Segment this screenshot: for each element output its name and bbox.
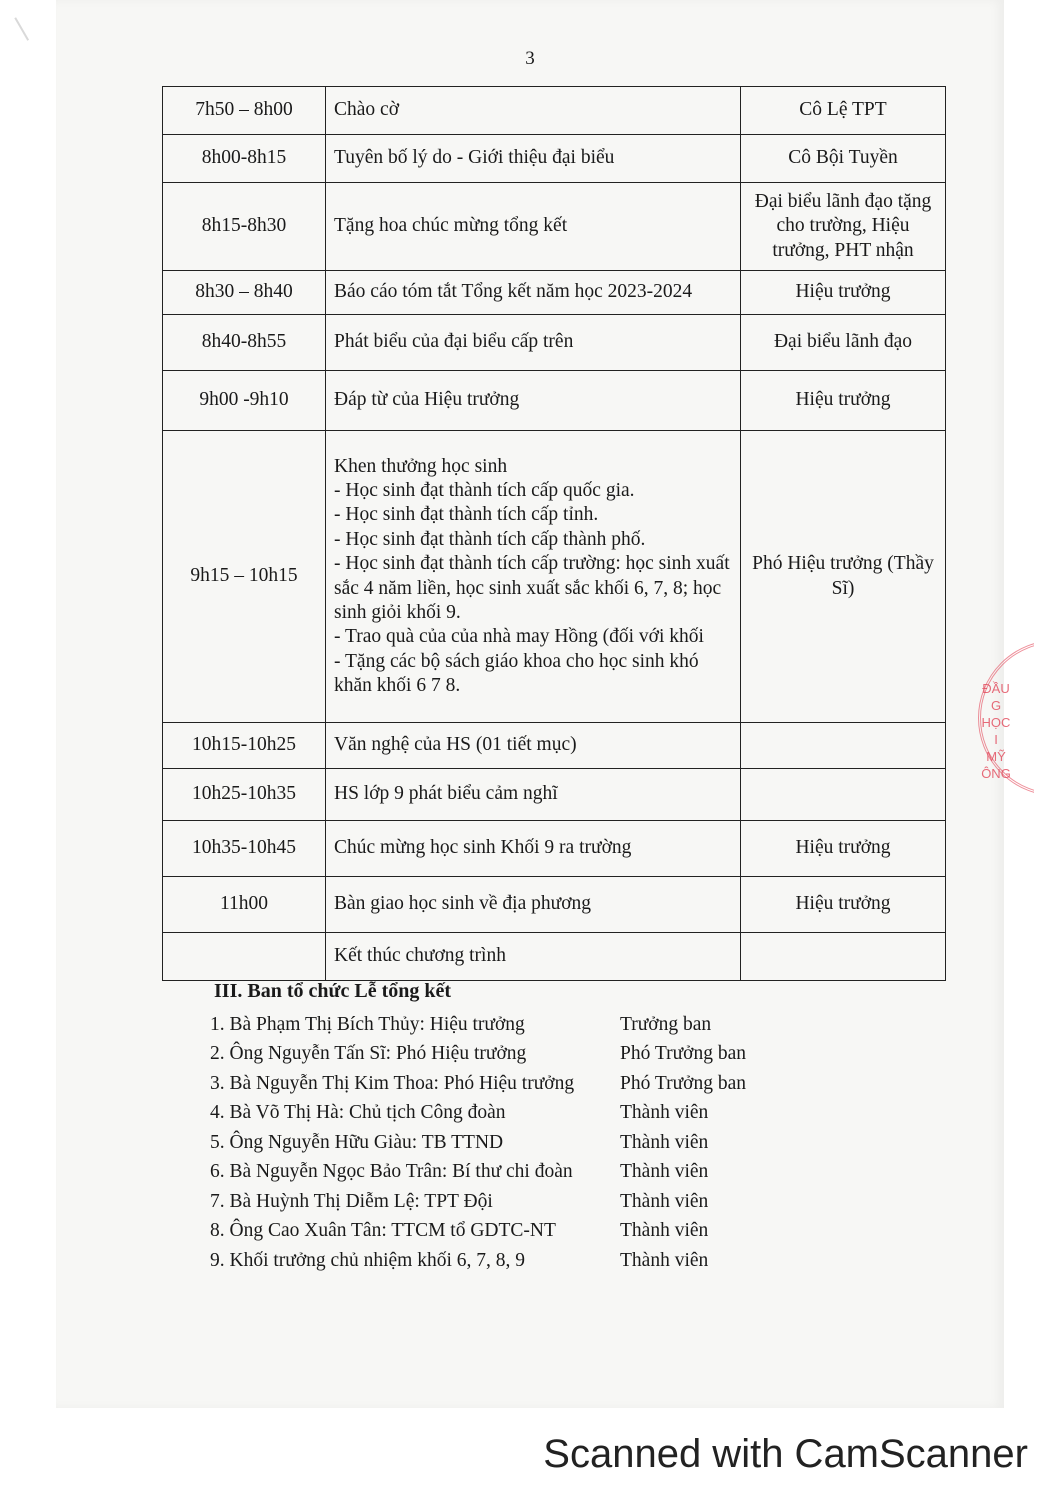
committee-member — [210, 1010, 830, 1040]
activity-cell — [326, 315, 741, 371]
activity-line: - Học sinh đạt thành tích cấp thành phố. — [334, 528, 646, 550]
schedule-row — [163, 723, 946, 769]
schedule-row — [163, 371, 946, 431]
school-seal-stamp — [978, 640, 1034, 810]
responsible-cell: Cô Bội Tuyền — [741, 135, 946, 183]
activity-cell — [326, 371, 741, 431]
member-name: 9. Khối trưởng chủ nhiệm khối 6, 7, 8, 9 — [210, 1249, 525, 1271]
activity-line: Phát biểu của đại biểu cấp trên — [334, 331, 574, 353]
activity-cell — [326, 183, 741, 271]
responsible-cell — [741, 723, 946, 769]
responsible-cell — [741, 769, 946, 821]
member-role: Thành viên — [620, 1102, 709, 1124]
time-cell: 8h40-8h55 — [163, 315, 326, 371]
activity-line: - Tặng các bộ sách giáo khoa cho học sinh khó khăn khối 6 7 8. — [334, 650, 699, 696]
activity-line: Báo cáo tóm tắt Tổng kết năm học 2023-2024 — [334, 281, 693, 303]
committee-list — [210, 1010, 830, 1276]
activity-line: - Trao quà của của nhà may Hồng (đối với khối — [334, 626, 704, 648]
member-role: Trưởng ban — [620, 1013, 712, 1035]
activity-line: Văn nghệ của HS (01 tiết mục) — [334, 734, 577, 756]
schedule-row — [163, 431, 946, 723]
member-name: 1. Bà Phạm Thị Bích Thủy: Hiệu trưởng — [210, 1013, 525, 1035]
committee-member — [210, 1246, 830, 1276]
activity-line: - Học sinh đạt thành tích cấp quốc gia. — [334, 480, 635, 501]
activity-line: Tuyên bố lý do - Giới thiệu đại biểu — [334, 147, 615, 169]
page-number: 3 — [525, 48, 535, 69]
responsible-cell: Đại biểu lãnh đạo — [741, 315, 946, 371]
responsible-cell — [741, 933, 946, 981]
member-role: Phó Trưởng ban — [620, 1043, 746, 1065]
time-cell: 9h00 -9h10 — [163, 371, 326, 431]
member-role: Thành viên — [620, 1131, 709, 1153]
stamp-lettering: ĐẦU G HỌC I MỸ ÔNG — [981, 681, 1011, 781]
schedule-row — [163, 877, 946, 933]
committee-title: III. Ban tổ chức Lễ tổng kết — [214, 980, 452, 1002]
responsible-cell: Hiệu trưởng — [741, 271, 946, 315]
time-cell: 10h15-10h25 — [163, 723, 326, 769]
member-name: 7. Bà Huỳnh Thị Diễm Lệ: TPT Đội — [210, 1190, 493, 1212]
activity-line: - Học sinh đạt thành tích cấp tỉnh. — [334, 504, 599, 526]
time-cell: 8h00-8h15 — [163, 135, 326, 183]
time-cell: 8h30 – 8h40 — [163, 271, 326, 315]
member-role: Thành viên — [620, 1249, 709, 1271]
activity-cell — [326, 431, 741, 723]
responsible-cell: Đại biểu lãnh đạo tặng cho trường, Hiệu trưởng, PHT nhận — [741, 183, 946, 271]
activity-cell — [326, 723, 741, 769]
schedule-table — [162, 86, 946, 981]
time-cell: 10h25-10h35 — [163, 769, 326, 821]
schedule-row — [163, 87, 946, 135]
time-cell — [163, 933, 326, 981]
responsible-cell: Hiệu trưởng — [741, 877, 946, 933]
member-name: 4. Bà Võ Thị Hà: Chủ tịch Công đoàn — [210, 1102, 506, 1124]
schedule-row — [163, 183, 946, 271]
member-name: 6. Bà Nguyễn Ngọc Bảo Trân: Bí thư chi đoàn — [210, 1161, 573, 1183]
member-name: 5. Ông Nguyễn Hữu Giàu: TB TTND — [210, 1131, 504, 1153]
committee-member — [210, 1040, 830, 1070]
camscanner-watermark: Scanned with CamScanner — [543, 1432, 1028, 1476]
schedule-row — [163, 271, 946, 315]
schedule-row — [163, 315, 946, 371]
activity-cell — [326, 271, 741, 315]
responsible-cell: Hiệu trưởng — [741, 821, 946, 877]
responsible-cell: Phó Hiệu trưởng (Thầy Sĩ) — [741, 431, 946, 723]
responsible-cell: Cô Lệ TPT — [741, 87, 946, 135]
member-name: 8. Ông Cao Xuân Tân: TTCM tổ GDTC-NT — [210, 1220, 556, 1242]
member-role: Thành viên — [620, 1161, 709, 1183]
schedule-row — [163, 769, 946, 821]
activity-cell — [326, 769, 741, 821]
activity-cell — [326, 87, 741, 135]
time-cell: 8h15-8h30 — [163, 183, 326, 271]
activity-line: Bàn giao học sinh về địa phương — [334, 893, 592, 915]
activity-line: - Học sinh đạt thành tích cấp trường: học sinh xuất sắc 4 năm liền, học sinh xuất sắc khối 6, 7, 8; học sinh giỏi khối 9. — [334, 553, 730, 623]
activity-line: HS lớp 9 phát biểu cảm nghĩ — [334, 783, 558, 805]
activity-cell — [326, 135, 741, 183]
committee-member — [210, 1187, 830, 1217]
member-name: 2. Ông Nguyễn Tấn Sĩ: Phó Hiệu trưởng — [210, 1043, 527, 1065]
activity-line: Chào cờ — [334, 99, 400, 121]
time-cell: 11h00 — [163, 877, 326, 933]
schedule-row — [163, 933, 946, 981]
member-role: Phó Trưởng ban — [620, 1072, 746, 1094]
member-role: Thành viên — [620, 1220, 709, 1242]
committee-member — [210, 1128, 830, 1158]
member-name: 3. Bà Nguyễn Thị Kim Thoa: Phó Hiệu trưởng — [210, 1072, 575, 1094]
time-cell: 9h15 – 10h15 — [163, 431, 326, 723]
committee-member — [210, 1099, 830, 1129]
committee-member — [210, 1158, 830, 1188]
schedule-row — [163, 821, 946, 877]
activity-cell — [326, 877, 741, 933]
member-role: Thành viên — [620, 1190, 709, 1212]
activity-line: Kết thúc chương trình — [334, 945, 506, 967]
committee-member — [210, 1217, 830, 1247]
activity-cell — [326, 821, 741, 877]
activity-line: Chúc mừng học sinh Khối 9 ra trường — [334, 837, 632, 859]
time-cell: 7h50 – 8h00 — [163, 87, 326, 135]
activity-line: Khen thưởng học sinh — [334, 455, 508, 477]
committee-member — [210, 1069, 830, 1099]
responsible-cell: Hiệu trưởng — [741, 371, 946, 431]
time-cell: 10h35-10h45 — [163, 821, 326, 877]
activity-cell — [326, 933, 741, 981]
schedule-row — [163, 135, 946, 183]
activity-line: Tặng hoa chúc mừng tổng kết — [334, 215, 568, 237]
activity-line: Đáp từ của Hiệu trưởng — [334, 389, 520, 411]
